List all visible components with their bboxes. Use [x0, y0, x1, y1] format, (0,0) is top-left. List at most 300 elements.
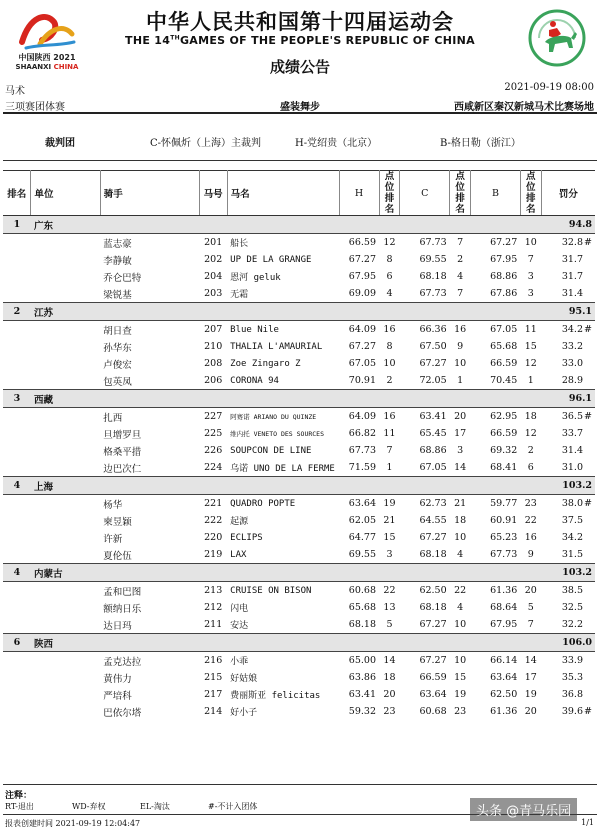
horse-number: 208: [204, 358, 223, 369]
horse-name: LAX: [230, 549, 247, 560]
score-h: 69.55: [348, 549, 376, 560]
col-c: C: [400, 171, 450, 216]
rider-row: [3, 285, 595, 303]
rider-rank-cell: [3, 251, 31, 268]
report-created-time: 报表创建时间 2021-09-19 12:04:47: [5, 819, 141, 828]
rider-rank-cell: [3, 599, 31, 616]
score-h: 66.59: [348, 237, 376, 248]
penalty-cell: [541, 669, 595, 686]
position-b: 10: [524, 237, 537, 248]
score-c: 68.86: [419, 445, 447, 456]
score-c: 60.68: [419, 706, 447, 717]
horse-name: THALIA L'AMAURIAL: [230, 341, 323, 352]
horse-number: 220: [204, 532, 223, 543]
results-notice-title: 成绩公告: [269, 58, 330, 76]
rider-row: [3, 652, 595, 670]
team-score: 95.1: [541, 303, 595, 321]
rider-name: 格桑平措: [103, 446, 142, 458]
horse-number: 227: [204, 411, 223, 422]
horse-number: 219: [204, 549, 223, 560]
position-b: 12: [524, 358, 537, 369]
team-row: [3, 564, 595, 582]
position-c: 3: [457, 445, 464, 456]
score-b: 61.36: [490, 706, 518, 717]
rider-rank-cell: [3, 686, 31, 703]
score-c: 68.18: [419, 549, 447, 560]
score-c: 64.55: [419, 515, 447, 526]
score-b: 65.68: [490, 341, 518, 352]
position-c: 2: [457, 254, 464, 265]
horse-number: 214: [204, 706, 223, 717]
position-b: 22: [524, 515, 537, 526]
score-h: 62.05: [348, 515, 376, 526]
penalty-cell: [541, 616, 595, 634]
header-divider: [3, 112, 597, 114]
position-c: 23: [454, 706, 467, 717]
rider-rank-cell: [3, 529, 31, 546]
penalty-cell: [541, 372, 595, 390]
position-h: 2: [386, 375, 393, 386]
score-c: 67.73: [419, 288, 447, 299]
horse-name: 好姑娘: [230, 674, 258, 684]
score-b: 67.27: [490, 237, 518, 248]
judge-h: H-党绍贵（北京）: [295, 138, 378, 149]
position-h: 22: [383, 585, 396, 596]
col-rider: 骑手: [100, 171, 199, 216]
penalty-cell: [541, 652, 595, 670]
position-c: 10: [454, 655, 467, 666]
score-b: 62.95: [490, 411, 518, 422]
rider-row: [3, 425, 595, 442]
horse-name: 恩河 geluk: [230, 273, 281, 283]
rider-rank-cell: [3, 355, 31, 372]
rider-name: 包英凤: [103, 376, 132, 388]
score-h: 63.64: [348, 498, 376, 509]
horse-name: ECLIPS: [230, 532, 263, 543]
penalty-cell: [541, 582, 595, 600]
logo-text-shaanxi: SHAANXI: [15, 63, 52, 71]
score-b: 67.95: [490, 619, 518, 630]
position-c: 7: [457, 237, 464, 248]
rider-rank-cell: [3, 669, 31, 686]
position-h: 16: [383, 324, 396, 335]
score-b: 68.64: [490, 602, 518, 613]
score-h: 64.77: [348, 532, 376, 543]
penalty-value: 34.2: [561, 324, 583, 335]
judge-b: B-格日勒（浙江）: [440, 138, 521, 149]
position-b: 5: [527, 602, 534, 613]
rider-name: 严培科: [103, 690, 132, 702]
position-h: 13: [383, 602, 396, 613]
position-h: 4: [386, 288, 393, 299]
position-b: 23: [524, 498, 537, 509]
score-c: 67.27: [419, 619, 447, 630]
position-h: 3: [386, 549, 393, 560]
position-b: 1: [527, 375, 534, 386]
penalty-value: 39.6: [561, 706, 583, 717]
rider-team-cell: [31, 372, 100, 390]
position-c: 17: [454, 428, 467, 439]
penalty-value: 31.7: [561, 271, 583, 282]
rider-team-cell: [31, 546, 100, 564]
col-h: H: [339, 171, 379, 216]
col-penalty: 罚分: [541, 171, 595, 216]
rider-row: [3, 268, 595, 285]
team-name: 内蒙古: [31, 564, 541, 582]
horse-name: 费丽斯亚 felicitas: [230, 691, 321, 701]
score-c: 66.59: [419, 672, 447, 683]
position-c: 4: [457, 602, 464, 613]
position-b: 19: [524, 689, 537, 700]
position-b: 20: [524, 585, 537, 596]
rider-rank-cell: [3, 703, 31, 720]
score-h: 64.09: [348, 411, 376, 422]
score-h: 66.82: [348, 428, 376, 439]
score-h: 71.59: [348, 462, 376, 473]
horse-number: 216: [204, 655, 223, 666]
legend-withdrawn: WD-弃权: [72, 802, 106, 811]
competition-name: 三项赛团体赛: [5, 102, 65, 113]
score-c: 66.36: [419, 324, 447, 335]
position-b: 2: [527, 445, 534, 456]
rider-name: 夏伦伍: [103, 550, 132, 562]
penalty-value: 34.2: [561, 532, 583, 543]
legend-retired: RT-退出: [5, 802, 34, 811]
col-horse: 马名: [227, 171, 339, 216]
score-h: 68.18: [348, 619, 376, 630]
horse-number: 215: [204, 672, 223, 683]
rider-rank-cell: [3, 408, 31, 426]
logo-text-top: 中国陕西 2021: [18, 53, 76, 62]
horse-number: 217: [204, 689, 223, 700]
penalty-value: 32.8: [561, 237, 583, 248]
page-number: 1/1: [581, 818, 594, 827]
rider-rank-cell: [3, 285, 31, 303]
not-counted-mark: #: [584, 498, 592, 509]
penalty-cell: [541, 599, 595, 616]
rider-name: 柬昱颖: [103, 516, 132, 528]
penalty-cell: [541, 251, 595, 268]
penalty-cell: [541, 355, 595, 372]
rider-rank-cell: [3, 495, 31, 513]
team-score: 106.0: [541, 634, 595, 652]
rider-name: 额纳日乐: [103, 603, 142, 615]
rider-team-cell: [31, 616, 100, 634]
score-c: 63.64: [419, 689, 447, 700]
position-b: 6: [527, 462, 534, 473]
penalty-value: 31.5: [561, 549, 583, 560]
horse-number: 225: [204, 428, 223, 439]
event-datetime: 2021-09-19 08:00: [504, 82, 594, 93]
not-counted-mark: #: [584, 237, 592, 248]
penalty-value: 32.2: [561, 619, 583, 630]
position-c: 10: [454, 619, 467, 630]
team-name: 陕西: [31, 634, 541, 652]
score-b: 66.59: [490, 358, 518, 369]
team-row: [3, 634, 595, 652]
penalty-value: 28.9: [561, 375, 583, 386]
judges-label: 裁判团: [45, 138, 75, 149]
sport-name: 马术: [5, 86, 25, 97]
position-c: 4: [457, 271, 464, 282]
rider-team-cell: [31, 338, 100, 355]
rider-rank-cell: [3, 425, 31, 442]
position-h: 8: [386, 341, 393, 352]
position-c: 10: [454, 532, 467, 543]
horse-name: UP DE LA GRANGE: [230, 254, 312, 265]
judges-divider: [3, 160, 597, 161]
team-score: 94.8: [541, 216, 595, 234]
rider-team-cell: [31, 442, 100, 459]
rider-name: 蓝志豪: [103, 238, 132, 250]
penalty-cell: [541, 321, 595, 339]
table-header-row: [3, 171, 595, 216]
rider-name: 孙华东: [103, 342, 132, 354]
horse-number: 204: [204, 271, 223, 282]
position-c: 15: [454, 672, 467, 683]
rider-row: [3, 408, 595, 426]
rider-team-cell: [31, 408, 100, 426]
rider-name: 巴依尔塔: [103, 707, 142, 719]
horse-name: 小乖: [230, 657, 249, 667]
horse-name: CORONA 94: [230, 375, 279, 386]
team-rank: 6: [3, 634, 31, 652]
position-b: 7: [527, 619, 534, 630]
horse-name: Blue Nile: [230, 324, 279, 335]
team-score: 96.1: [541, 390, 595, 408]
score-c: 62.73: [419, 498, 447, 509]
score-c: 67.73: [419, 237, 447, 248]
team-rank: 2: [3, 303, 31, 321]
rider-row: [3, 321, 595, 339]
position-b: 18: [524, 411, 537, 422]
score-b: 60.91: [490, 515, 518, 526]
score-b: 63.64: [490, 672, 518, 683]
rider-rank-cell: [3, 512, 31, 529]
rider-name: 旦增罗旦: [103, 429, 142, 441]
rider-rank-cell: [3, 338, 31, 355]
position-c: 21: [454, 498, 467, 509]
score-c: 65.45: [419, 428, 447, 439]
position-b: 9: [527, 549, 534, 560]
score-b: 69.32: [490, 445, 518, 456]
score-h: 59.32: [348, 706, 376, 717]
rider-row: [3, 495, 595, 513]
score-b: 67.86: [490, 288, 518, 299]
penalty-cell: [541, 285, 595, 303]
position-h: 5: [386, 619, 393, 630]
team-rank: 3: [3, 390, 31, 408]
position-b: 15: [524, 341, 537, 352]
score-h: 69.09: [348, 288, 376, 299]
rider-row: [3, 442, 595, 459]
penalty-value: 35.3: [561, 672, 583, 683]
horse-number: 226: [204, 445, 223, 456]
score-h: 67.73: [348, 445, 376, 456]
position-b: 16: [524, 532, 537, 543]
footer-note-label: 注释：: [5, 791, 33, 801]
rider-row: [3, 669, 595, 686]
rider-name: 扎西: [103, 412, 123, 424]
games-title: 中华人民共和国第十四届运动会: [146, 9, 454, 34]
horse-number: 202: [204, 254, 223, 265]
rider-name: 胡日查: [103, 325, 132, 337]
penalty-value: 33.9: [561, 655, 583, 666]
penalty-value: 31.4: [561, 445, 583, 456]
footer-divider-top: [3, 784, 597, 785]
rider-name: 孟克达拉: [103, 656, 142, 668]
rider-team-cell: [31, 425, 100, 442]
rider-row: [3, 546, 595, 564]
rider-rank-cell: [3, 582, 31, 600]
horse-number: 213: [204, 585, 223, 596]
rider-name: 达日玛: [103, 620, 132, 632]
horse-name: 船长: [230, 239, 249, 249]
score-c: 72.05: [419, 375, 447, 386]
score-c: 68.18: [419, 602, 447, 613]
score-h: 64.09: [348, 324, 376, 335]
position-h: 8: [386, 254, 393, 265]
horse-name: 闪电: [230, 604, 249, 614]
rider-row: [3, 459, 595, 477]
rider-name: 孟和巴图: [103, 586, 142, 598]
col-number: 马号: [199, 171, 227, 216]
penalty-value: 33.2: [561, 341, 583, 352]
position-b: 11: [524, 324, 537, 335]
score-h: 65.68: [348, 602, 376, 613]
penalty-cell: [541, 703, 595, 720]
col-h-position: 点位排名: [379, 171, 400, 216]
rider-team-cell: [31, 599, 100, 616]
score-c: 67.27: [419, 655, 447, 666]
position-h: 21: [383, 515, 396, 526]
horse-number: 221: [204, 498, 223, 509]
horse-name: 维内托 VENETO DES SOURCES: [230, 430, 325, 438]
rider-row: [3, 599, 595, 616]
penalty-value: 37.5: [561, 515, 583, 526]
horse-number: 207: [204, 324, 223, 335]
penalty-cell: [541, 425, 595, 442]
rider-rank-cell: [3, 234, 31, 252]
penalty-value: 36.5: [561, 411, 583, 422]
watermark: 头条 @青马乐园: [470, 798, 577, 821]
position-h: 19: [383, 498, 396, 509]
col-team: 单位: [31, 171, 100, 216]
position-h: 20: [383, 689, 396, 700]
col-b-position: 点位排名: [520, 171, 541, 216]
position-c: 1: [457, 375, 464, 386]
team-row: [3, 477, 595, 495]
horse-name: 好小子: [230, 708, 258, 718]
position-h: 11: [383, 428, 396, 439]
penalty-cell: [541, 529, 595, 546]
position-c: 19: [454, 689, 467, 700]
position-h: 16: [383, 411, 396, 422]
score-b: 66.14: [490, 655, 518, 666]
rider-row: [3, 234, 595, 252]
rider-team-cell: [31, 582, 100, 600]
horse-number: 203: [204, 288, 223, 299]
position-c: 4: [457, 549, 464, 560]
position-h: 10: [383, 358, 396, 369]
rider-team-cell: [31, 495, 100, 513]
score-h: 70.91: [348, 375, 376, 386]
team-row: [3, 216, 595, 234]
rider-team-cell: [31, 686, 100, 703]
col-c-position: 点位排名: [450, 171, 471, 216]
games-title-en: THE 14THGAMES OF THE PEOPLE'S REPUBLIC OF CHINA: [125, 34, 475, 47]
horse-name: Zoe Zingaro Z: [230, 358, 301, 369]
team-row: [3, 390, 595, 408]
score-h: 63.86: [348, 672, 376, 683]
rider-row: [3, 686, 595, 703]
rider-name: 边巴次仁: [103, 463, 142, 475]
rider-rank-cell: [3, 321, 31, 339]
position-c: 7: [457, 288, 464, 299]
rider-row: [3, 529, 595, 546]
rider-team-cell: [31, 669, 100, 686]
horse-name: 起源: [230, 517, 249, 527]
rider-rank-cell: [3, 442, 31, 459]
rider-name: 李静敏: [103, 255, 132, 267]
team-name: 西藏: [31, 390, 541, 408]
rider-name: 杨华: [103, 499, 123, 511]
score-h: 60.68: [348, 585, 376, 596]
horse-name: QUADRO POPTE: [230, 498, 296, 509]
penalty-cell: [541, 268, 595, 285]
rider-rank-cell: [3, 372, 31, 390]
position-c: 9: [457, 341, 464, 352]
penalty-value: 38.5: [561, 585, 583, 596]
position-b: 14: [524, 655, 537, 666]
rider-team-cell: [31, 652, 100, 670]
score-h: 63.41: [348, 689, 376, 700]
penalty-cell: [541, 512, 595, 529]
position-c: 20: [454, 411, 467, 422]
team-rank: 4: [3, 564, 31, 582]
team-score: 103.2: [541, 477, 595, 495]
col-b: B: [471, 171, 521, 216]
team-rank: 4: [3, 477, 31, 495]
score-b: 70.45: [490, 375, 518, 386]
rider-team-cell: [31, 529, 100, 546]
penalty-cell: [541, 546, 595, 564]
score-h: 65.00: [348, 655, 376, 666]
score-c: 68.18: [419, 271, 447, 282]
venue-name: 西咸新区秦汉新城马术比赛场地: [454, 102, 594, 113]
penalty-cell: [541, 338, 595, 355]
score-b: 62.50: [490, 689, 518, 700]
position-c: 10: [454, 358, 467, 369]
not-counted-mark: #: [584, 706, 592, 717]
horse-number: 222: [204, 515, 223, 526]
score-b: 67.05: [490, 324, 518, 335]
penalty-cell: [541, 408, 595, 426]
position-b: 17: [524, 672, 537, 683]
position-h: 14: [383, 655, 396, 666]
team-name: 江苏: [31, 303, 541, 321]
horse-number: 224: [204, 462, 223, 473]
score-c: 67.50: [419, 341, 447, 352]
position-h: 23: [383, 706, 396, 717]
score-b: 68.41: [490, 462, 518, 473]
not-counted-mark: #: [584, 411, 592, 422]
rider-rank-cell: [3, 652, 31, 670]
horse-name: 阿赛诺 ARIANO DU QUINZE: [230, 413, 317, 421]
rider-name: 许新: [103, 533, 123, 545]
team-row: [3, 303, 595, 321]
rider-name: 卢俊宏: [103, 359, 132, 371]
